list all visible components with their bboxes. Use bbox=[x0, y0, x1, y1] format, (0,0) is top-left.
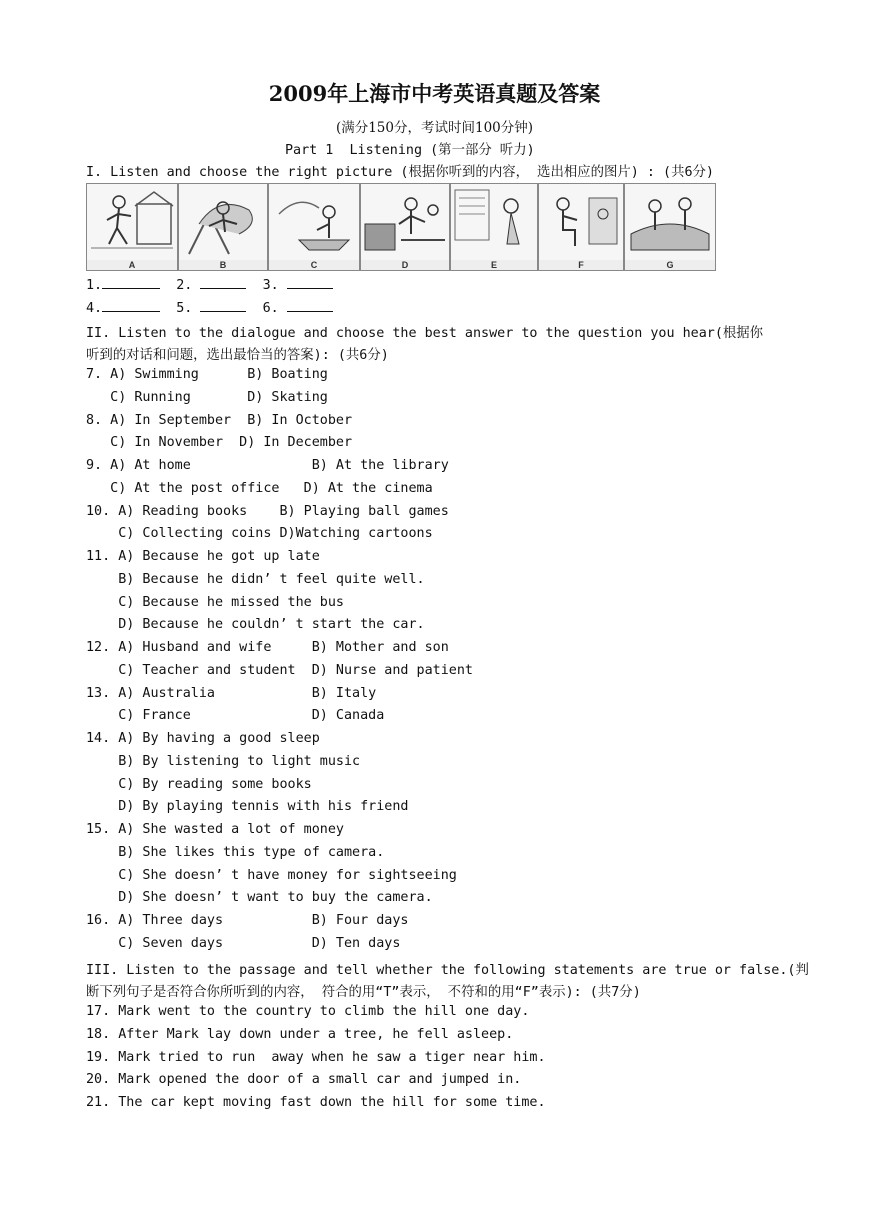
question-9-line2: C) At the post office D) At the cinema bbox=[86, 481, 433, 496]
question-11-line4: D) Because he couldn’ t start the car. bbox=[86, 617, 425, 632]
section1-instruction: I. Listen and choose the right picture (根据你听到的内容， 选出相应的图片) : (共6分) bbox=[86, 165, 714, 180]
people-at-table-illustration bbox=[361, 184, 449, 260]
page-subtitle: (满分150分，考试时间100分钟) bbox=[335, 120, 534, 136]
answer-blank[interactable] bbox=[287, 299, 333, 312]
question-14-line4: D) By playing tennis with his friend bbox=[86, 799, 409, 814]
question-10-line2: C) Collecting coins D)Watching cartoons bbox=[86, 526, 433, 541]
question-11-line2: B) Because he didn’ t feel quite well. bbox=[86, 572, 425, 587]
person-sitting-illustration bbox=[539, 184, 623, 260]
question-12-line2: C) Teacher and student D) Nurse and patient bbox=[86, 663, 473, 678]
question-8-line2: C) In November D) In December bbox=[86, 435, 353, 450]
answer-number: 1. bbox=[86, 278, 103, 293]
man-in-tree-illustration bbox=[179, 184, 267, 260]
question-13-line1: 13. A) Australia B) Italy bbox=[86, 686, 377, 701]
question-12-line1: 12. A) Husband and wife B) Mother and son bbox=[86, 640, 449, 655]
answer-blank[interactable] bbox=[102, 299, 160, 312]
statement-21: 21. The car kept moving fast down the hill for some time. bbox=[86, 1095, 546, 1110]
question-11-line3: C) Because he missed the bus bbox=[86, 595, 344, 610]
picture-a bbox=[86, 183, 178, 271]
woman-shopping-illustration bbox=[451, 184, 537, 260]
answer-row-2 bbox=[86, 299, 333, 316]
section2-instruction-line1: II. Listen to the dialogue and choose the best answer to the question you hear(根据你 bbox=[86, 326, 764, 341]
picture-label-a: A bbox=[87, 260, 177, 270]
question-13-line2: C) France D) Canada bbox=[86, 708, 385, 723]
answer-blank[interactable] bbox=[200, 299, 246, 312]
question-15-line4: D) She doesn’ t want to buy the camera. bbox=[86, 890, 433, 905]
answer-number: 4. bbox=[86, 301, 103, 316]
question-15-line3: C) She doesn’ t have money for sightseeing bbox=[86, 868, 457, 883]
question-14-line3: C) By reading some books bbox=[86, 777, 312, 792]
question-11-line1: 11. A) Because he got up late bbox=[86, 549, 320, 564]
question-9-line1: 9. A) At home B) At the library bbox=[86, 458, 449, 473]
answer-blank[interactable] bbox=[287, 276, 333, 289]
answer-blank[interactable] bbox=[200, 276, 246, 289]
picture-label-e: E bbox=[451, 260, 537, 270]
question-14-line1: 14. A) By having a good sleep bbox=[86, 731, 320, 746]
section3-instruction-line1: III. Listen to the passage and tell whether the following statements are true or false.(判 bbox=[86, 963, 809, 978]
answer-row-1 bbox=[86, 276, 333, 293]
boy-running-illustration bbox=[87, 184, 177, 260]
question-15-line2: B) She likes this type of camera. bbox=[86, 845, 385, 860]
section3-instruction-line2: 断下列句子是否符合你所听到的内容， 符合的用“T”表示， 不符和的用“F”表示): (共7分) bbox=[86, 985, 641, 1000]
page-title: 2009年上海市中考英语真题及答案 bbox=[268, 81, 601, 106]
statement-18: 18. After Mark lay down under a tree, he fell asleep. bbox=[86, 1027, 514, 1042]
picture-g bbox=[624, 183, 716, 271]
answer-number: 3. bbox=[262, 278, 279, 293]
answer-number: 2. bbox=[176, 278, 193, 293]
answer-number: 5. bbox=[176, 301, 193, 316]
answer-number: 6. bbox=[262, 301, 279, 316]
picture-e bbox=[450, 183, 538, 271]
people-on-sofa-illustration bbox=[625, 184, 715, 260]
picture-label-g: G bbox=[625, 260, 715, 270]
picture-d bbox=[360, 183, 450, 271]
picture-strip bbox=[86, 183, 716, 271]
section2-instruction-line2: 听到的对话和问题，选出最恰当的答案): (共6分) bbox=[86, 348, 389, 363]
question-7-line2: C) Running D) Skating bbox=[86, 390, 328, 405]
picture-label-d: D bbox=[361, 260, 449, 270]
question-14-line2: B) By listening to light music bbox=[86, 754, 361, 769]
boat-illustration bbox=[269, 184, 359, 260]
question-8-line1: 8. A) In September B) In October bbox=[86, 413, 353, 428]
picture-label-b: B bbox=[179, 260, 267, 270]
question-15-line1: 15. A) She wasted a lot of money bbox=[86, 822, 344, 837]
picture-label-c: C bbox=[269, 260, 359, 270]
question-10-line1: 10. A) Reading books B) Playing ball games bbox=[86, 504, 449, 519]
statement-19: 19. Mark tried to run away when he saw a tiger near him. bbox=[86, 1050, 546, 1065]
statement-17: 17. Mark went to the country to climb the hill one day. bbox=[86, 1004, 530, 1019]
question-16-line2: C) Seven days D) Ten days bbox=[86, 936, 401, 951]
picture-c bbox=[268, 183, 360, 271]
picture-label-f: F bbox=[539, 260, 623, 270]
question-16-line1: 16. A) Three days B) Four days bbox=[86, 913, 409, 928]
picture-b bbox=[178, 183, 268, 271]
part-heading: Part 1 Listening (第一部分 听力) bbox=[285, 143, 535, 158]
answer-blank[interactable] bbox=[102, 276, 160, 289]
picture-f bbox=[538, 183, 624, 271]
statement-20: 20. Mark opened the door of a small car and jumped in. bbox=[86, 1072, 522, 1087]
question-7-line1: 7. A) Swimming B) Boating bbox=[86, 367, 328, 382]
